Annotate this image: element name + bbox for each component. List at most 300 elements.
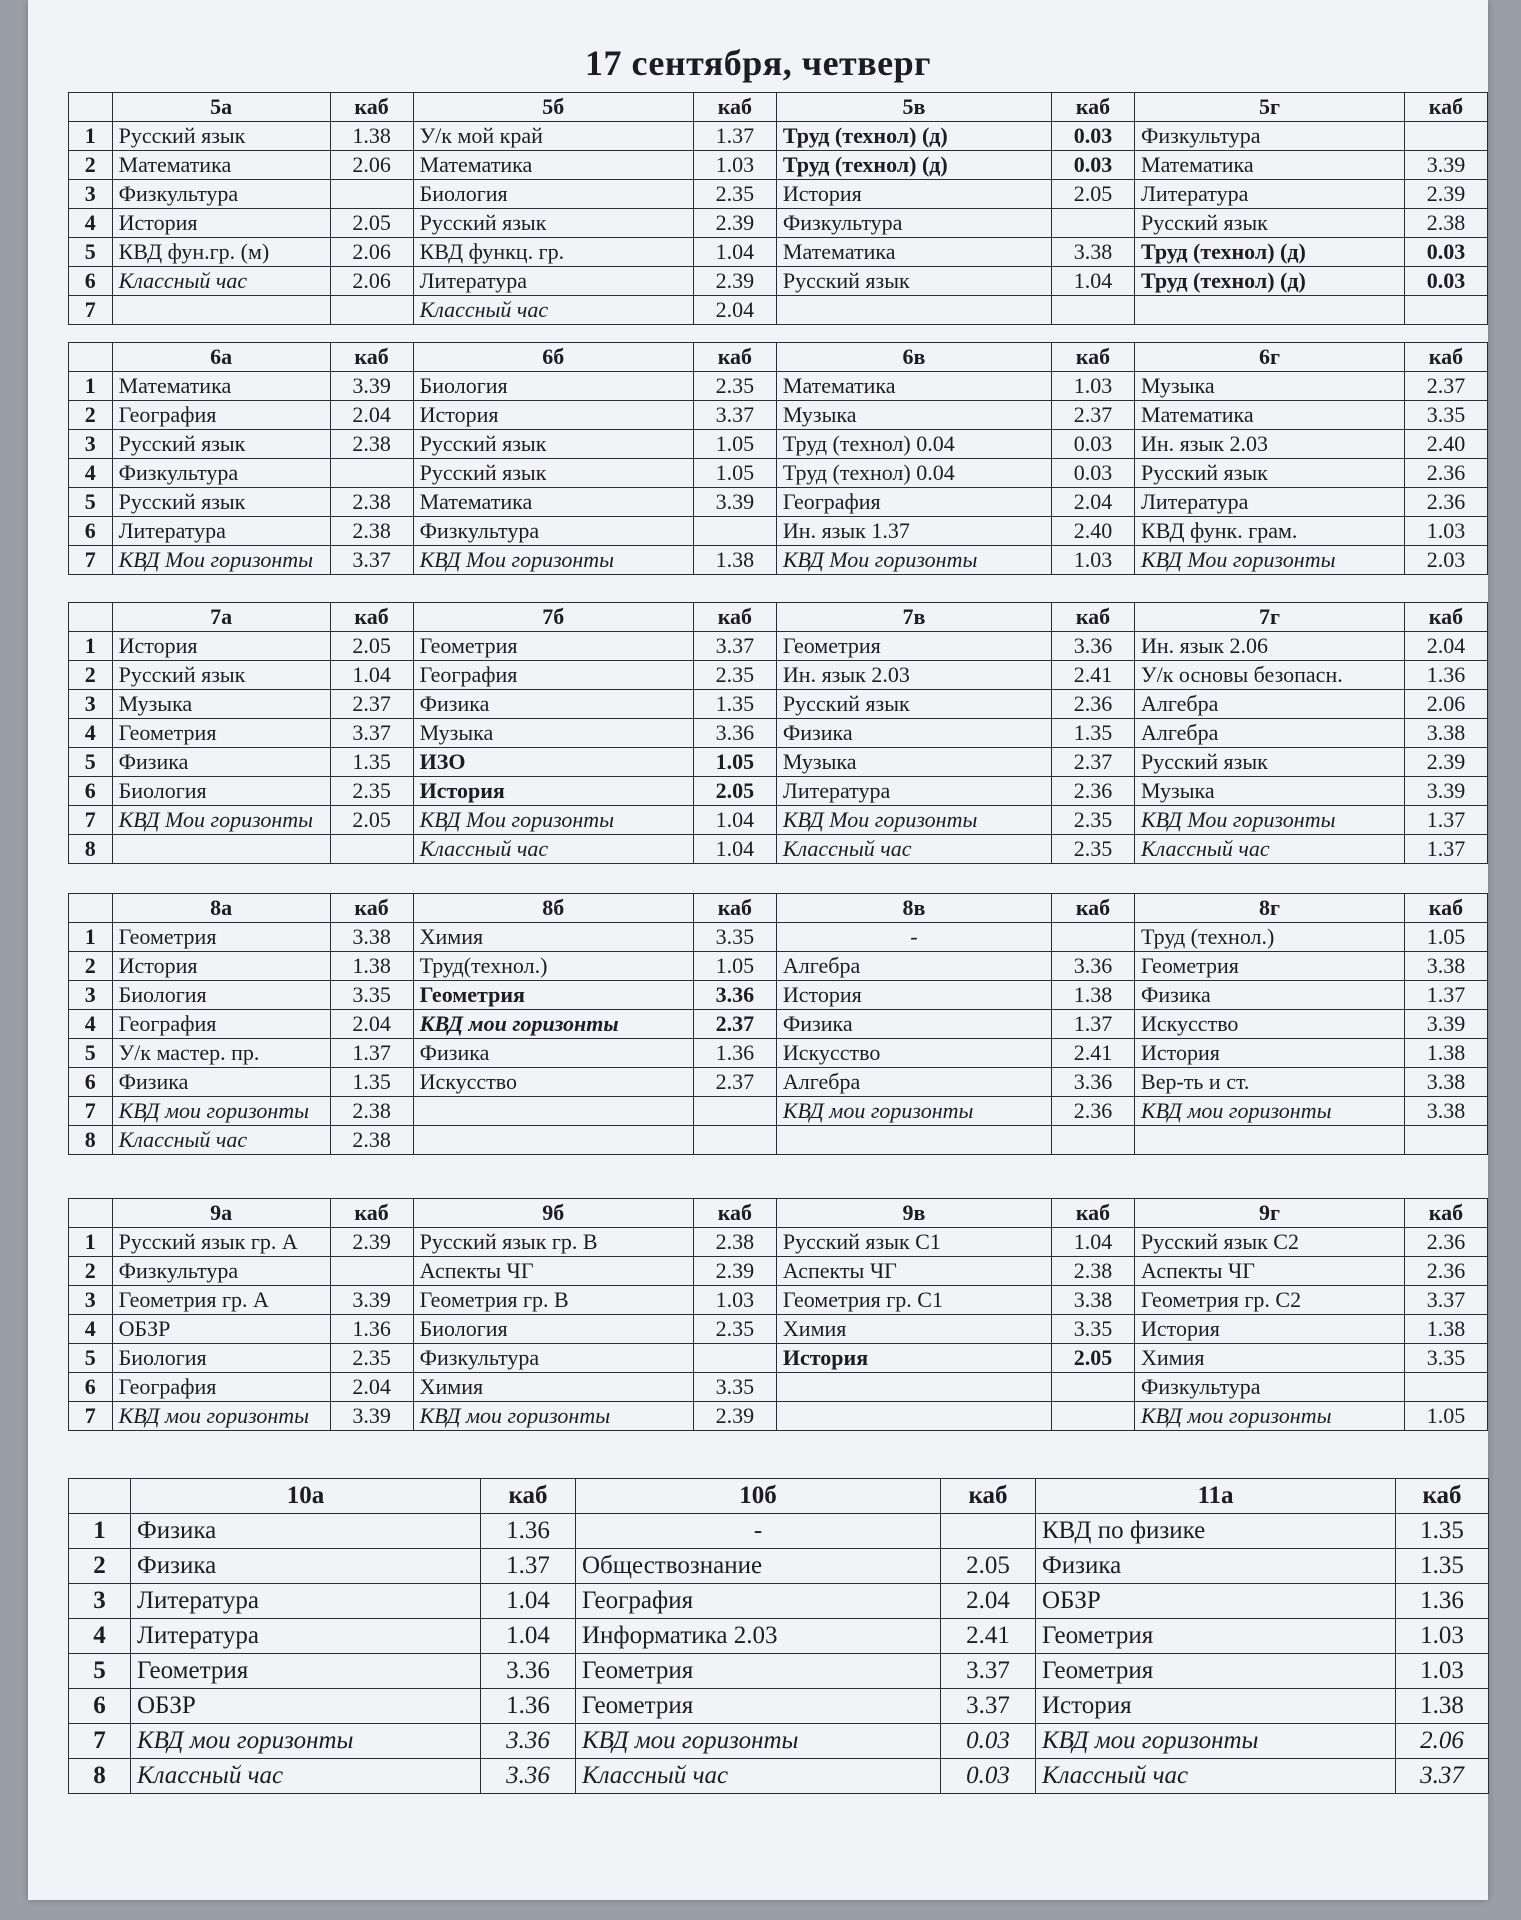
cabinet-cell: 1.38 [693,546,776,575]
cabinet-cell: 1.04 [693,806,776,835]
table-row [69,952,1488,981]
subject-cell: География [112,1010,330,1039]
cabinet-cell: 1.38 [1404,1315,1487,1344]
cabinet-cell: 3.39 [1404,777,1487,806]
cabinet-cell: 3.38 [1404,1097,1487,1126]
cabinet-cell: 2.36 [1051,690,1134,719]
subject-cell: Алгебра [776,1068,1051,1097]
table-row [69,1068,1488,1097]
subject-cell: География [413,661,693,690]
cabinet-cell: 0.03 [1404,267,1487,296]
subject-cell: КВД мои горизонты [1036,1724,1396,1759]
cabinet-cell: 1.04 [481,1584,576,1619]
subject-cell: История [1135,1039,1405,1068]
cabinet-header: каб [1404,343,1487,372]
lesson-number: 2 [69,1257,113,1286]
cabinet-header: каб [1051,894,1134,923]
cabinet-cell: 2.04 [330,401,413,430]
subject-cell: Биология [413,180,693,209]
cabinet-cell: 1.03 [1396,1619,1489,1654]
subject-cell: КВД Мои горизонты [413,546,693,575]
cabinet-cell: 1.05 [693,459,776,488]
cabinet-cell: 2.39 [330,1228,413,1257]
cabinet-cell [330,1257,413,1286]
lesson-number: 4 [69,1619,131,1654]
subject-cell: Биология [413,372,693,401]
lesson-number: 6 [69,267,113,296]
subject-cell: Классный час [413,296,693,325]
lesson-number: 1 [69,632,113,661]
subject-cell [413,1097,693,1126]
cabinet-cell: 2.03 [1404,546,1487,575]
cabinet-cell: 3.37 [330,719,413,748]
subject-cell: Искусство [1135,1010,1405,1039]
subject-cell: Труд (технол) (д) [776,151,1051,180]
cabinet-header: каб [693,894,776,923]
subject-cell: Труд (технол) 0.04 [776,459,1051,488]
subject-cell: У/к мастер. пр. [112,1039,330,1068]
cabinet-header: каб [1051,343,1134,372]
cabinet-cell: 3.37 [941,1654,1036,1689]
lesson-number: 2 [69,401,113,430]
cabinet-cell: 2.39 [693,209,776,238]
lesson-number: 4 [69,719,113,748]
subject-cell: КВД Мои горизонты [776,806,1051,835]
subject-cell: Русский язык [413,459,693,488]
subject-cell: КВД мои горизонты [1135,1097,1405,1126]
class-name-header: 8б [413,894,693,923]
cabinet-cell: 2.38 [1051,1257,1134,1286]
cabinet-header: каб [481,1479,576,1514]
cabinet-cell: 2.05 [693,777,776,806]
subject-cell: У/к мой край [413,122,693,151]
cabinet-cell: 1.04 [330,661,413,690]
cabinet-cell: 1.37 [1404,806,1487,835]
cabinet-cell: 1.36 [481,1514,576,1549]
cabinet-cell: 2.05 [330,209,413,238]
subject-cell: Ин. язык 2.03 [1135,430,1405,459]
cabinet-header: каб [330,343,413,372]
subject-cell: Биология [112,981,330,1010]
cabinet-cell: 3.37 [1396,1759,1489,1794]
subject-cell: Геометрия [112,719,330,748]
cabinet-cell: 3.38 [1051,1286,1134,1315]
subject-cell [112,835,330,864]
subject-cell: Геометрия [1036,1619,1396,1654]
cabinet-cell: 2.37 [1051,401,1134,430]
subject-cell: Труд (технол) 0.04 [776,430,1051,459]
cabinet-cell: 2.36 [1051,777,1134,806]
subject-cell: Классный час [1036,1759,1396,1794]
subject-cell: Классный час [112,1126,330,1155]
cabinet-cell [693,1097,776,1126]
subject-cell: КВД Мои горизонты [1135,546,1405,575]
class-name-header: 11а [1036,1479,1396,1514]
table-row [69,632,1488,661]
table-row [69,1619,1489,1654]
subject-cell: Геометрия [576,1654,941,1689]
subject-cell: Литература [413,267,693,296]
cabinet-header: каб [1396,1479,1489,1514]
cabinet-cell: 1.35 [330,748,413,777]
subject-cell: Музыка [112,690,330,719]
subject-cell: Классный час [112,267,330,296]
class-name-header: 6г [1135,343,1405,372]
cabinet-cell: 1.37 [1051,1010,1134,1039]
lesson-number-header [69,1479,131,1514]
cabinet-cell: 3.36 [481,1724,576,1759]
cabinet-cell: 3.39 [1404,1010,1487,1039]
subject-cell: История [1036,1689,1396,1724]
schedule-table [68,602,1488,864]
table-row [69,180,1488,209]
cabinet-cell: 2.38 [1404,209,1487,238]
cabinet-cell: 3.37 [693,632,776,661]
cabinet-cell: 2.38 [693,1228,776,1257]
subject-cell: Геометрия гр. С2 [1135,1286,1405,1315]
cabinet-cell: 1.37 [693,122,776,151]
table-row [69,1373,1488,1402]
cabinet-cell: 1.37 [330,1039,413,1068]
cabinet-cell [330,835,413,864]
subject-cell: Геометрия [1135,952,1405,981]
subject-cell: История [112,209,330,238]
schedule-table [68,92,1488,325]
table-row [69,430,1488,459]
table-row [69,1689,1489,1724]
lesson-number: 1 [69,372,113,401]
subject-cell: Биология [413,1315,693,1344]
class-name-header: 7в [776,603,1051,632]
subject-cell: КВД мои горизонты [576,1724,941,1759]
cabinet-cell: 1.35 [1051,719,1134,748]
cabinet-cell: 2.40 [1051,517,1134,546]
lesson-number-header [69,1199,113,1228]
cabinet-cell: 3.37 [941,1689,1036,1724]
lesson-number: 7 [69,546,113,575]
table-row [69,1759,1489,1794]
subject-cell: Физкультура [112,1257,330,1286]
class-name-header: 8г [1135,894,1405,923]
subject-cell: Литература [1135,180,1405,209]
subject-cell: Химия [1135,1344,1405,1373]
subject-cell: Труд (технол) (д) [1135,238,1405,267]
cabinet-cell: 2.05 [1051,1344,1134,1373]
table-row [69,1344,1488,1373]
table-row [69,1126,1488,1155]
subject-cell: КВД Мои горизонты [112,806,330,835]
cabinet-cell: 1.05 [1404,923,1487,952]
cabinet-cell [693,517,776,546]
subject-cell: Русский язык [112,661,330,690]
table-row [69,719,1488,748]
table-row [69,517,1488,546]
subject-cell: Ин. язык 1.37 [776,517,1051,546]
lesson-number: 7 [69,1097,113,1126]
subject-cell: Физкультура [112,180,330,209]
subject-cell: КВД Мои горизонты [413,806,693,835]
table-row [69,209,1488,238]
cabinet-cell: 3.38 [1051,238,1134,267]
lesson-number: 5 [69,1344,113,1373]
lesson-number: 4 [69,459,113,488]
page-title: 17 сентября, четверг [584,43,932,83]
subject-cell: КВД Мои горизонты [1135,806,1405,835]
cabinet-cell: 2.38 [330,1097,413,1126]
table-row [69,981,1488,1010]
subject-cell: Физика [776,719,1051,748]
cabinet-header: каб [1404,1199,1487,1228]
cabinet-cell [1404,122,1487,151]
class-name-header: 6а [112,343,330,372]
subject-cell: Алгебра [1135,719,1405,748]
cabinet-cell: 3.39 [330,1286,413,1315]
cabinet-cell: 3.36 [693,719,776,748]
subject-cell: Геометрия [413,981,693,1010]
subject-cell: Геометрия [413,632,693,661]
lesson-number: 5 [69,238,113,267]
subject-cell: Классный час [413,835,693,864]
subject-cell: Русский язык [1135,748,1405,777]
lesson-number: 4 [69,1010,113,1039]
cabinet-cell [941,1514,1036,1549]
subject-cell: Труд(технол.) [413,952,693,981]
cabinet-cell [693,1126,776,1155]
lesson-number-header [69,93,113,122]
cabinet-cell: 3.37 [693,401,776,430]
subject-cell: Русский язык [413,430,693,459]
class-name-header: 9г [1135,1199,1405,1228]
class-name-header: 7б [413,603,693,632]
subject-cell: Геометрия гр. С1 [776,1286,1051,1315]
lesson-number: 5 [69,1654,131,1689]
table-header-row [69,1199,1488,1228]
cabinet-cell: 2.40 [1404,430,1487,459]
lesson-number: 7 [69,1724,131,1759]
subject-cell: Обществознание [576,1549,941,1584]
cabinet-header: каб [330,93,413,122]
cabinet-cell: 2.41 [941,1619,1036,1654]
cabinet-cell [330,459,413,488]
table-row [69,835,1488,864]
cabinet-cell: 2.37 [693,1010,776,1039]
cabinet-header: каб [693,343,776,372]
subject-cell: Физика [776,1010,1051,1039]
cabinet-header: каб [693,603,776,632]
subject-cell: Геометрия гр. В [413,1286,693,1315]
subject-cell: Классный час [1135,835,1405,864]
subject-cell: Физкультура [112,459,330,488]
table-row [69,1584,1489,1619]
cabinet-cell: 2.06 [1404,690,1487,719]
cabinet-cell: 3.36 [1051,952,1134,981]
class-name-header: 5в [776,93,1051,122]
subject-cell: Физкультура [1135,122,1405,151]
cabinet-cell: 1.35 [330,1068,413,1097]
table-row [69,1039,1488,1068]
subject-cell: Математика [112,151,330,180]
subject-cell: Математика [1135,151,1405,180]
table-row [69,923,1488,952]
subject-cell: КВД Мои горизонты [112,546,330,575]
cabinet-cell: 1.37 [1404,981,1487,1010]
lesson-number: 2 [69,1549,131,1584]
cabinet-cell: 2.39 [1404,180,1487,209]
cabinet-cell [1051,209,1134,238]
subject-cell: КВД мои горизонты [413,1402,693,1431]
subject-cell: Ин. язык 2.03 [776,661,1051,690]
subject-cell: Музыка [776,401,1051,430]
subject-cell: ИЗО [413,748,693,777]
lesson-number: 1 [69,1514,131,1549]
subject-cell: Биология [112,777,330,806]
subject-cell: КВД мои горизонты [131,1724,481,1759]
subject-cell [776,296,1051,325]
cabinet-cell [1051,923,1134,952]
subject-cell: Литература [131,1584,481,1619]
subject-cell: История [776,1344,1051,1373]
cabinet-cell: 3.37 [1404,1286,1487,1315]
cabinet-cell: 3.36 [1051,1068,1134,1097]
subject-cell: Геометрия [776,632,1051,661]
cabinet-cell: 3.36 [481,1654,576,1689]
table-row [69,1549,1489,1584]
cabinet-cell: 2.04 [330,1010,413,1039]
cabinet-cell: 2.05 [1051,180,1134,209]
subject-cell: КВД мои горизонты [776,1097,1051,1126]
cabinet-cell: 3.39 [330,1402,413,1431]
cabinet-cell: 2.35 [693,1315,776,1344]
subject-cell: - [776,923,1051,952]
cabinet-cell: 2.39 [693,1257,776,1286]
cabinet-cell: 1.04 [481,1619,576,1654]
cabinet-cell: 2.06 [330,151,413,180]
lesson-number: 6 [69,1689,131,1724]
subject-cell: Русский язык [776,267,1051,296]
cabinet-cell: 2.05 [330,632,413,661]
subject-cell: Физика [1036,1549,1396,1584]
table-row [69,1010,1488,1039]
lesson-number: 7 [69,806,113,835]
subject-cell: Химия [413,1373,693,1402]
table-row [69,1402,1488,1431]
subject-cell: Алгебра [1135,690,1405,719]
table-row [69,296,1488,325]
subject-cell: Математика [112,372,330,401]
schedule-sheet [28,0,1488,1900]
subject-cell: История [112,952,330,981]
subject-cell: История [776,180,1051,209]
subject-cell: Геометрия [576,1689,941,1724]
cabinet-cell: 3.35 [693,1373,776,1402]
cabinet-cell: 3.35 [1404,401,1487,430]
cabinet-cell: 1.36 [330,1315,413,1344]
subject-cell: История [112,632,330,661]
lesson-number: 1 [69,122,113,151]
subject-cell: Физика [112,748,330,777]
cabinet-cell: 1.38 [1396,1689,1489,1724]
cabinet-header: каб [1051,1199,1134,1228]
cabinet-cell: 1.36 [1396,1584,1489,1619]
cabinet-cell: 2.36 [1404,459,1487,488]
cabinet-cell: 2.06 [1396,1724,1489,1759]
cabinet-cell: 3.38 [1404,719,1487,748]
cabinet-cell: 1.03 [1396,1654,1489,1689]
cabinet-cell: 0.03 [1051,459,1134,488]
lesson-number: 4 [69,209,113,238]
cabinet-cell: 1.36 [693,1039,776,1068]
cabinet-cell: 2.36 [1404,1228,1487,1257]
cabinet-cell [1051,1373,1134,1402]
table-row [69,690,1488,719]
cabinet-cell: 0.03 [1051,122,1134,151]
cabinet-cell [330,180,413,209]
subject-cell: Физкультура [776,209,1051,238]
subject-cell: Геометрия [131,1654,481,1689]
cabinet-cell: 2.37 [1051,748,1134,777]
lesson-number: 8 [69,1759,131,1794]
subject-cell: Физкультура [1135,1373,1405,1402]
table-header-row [69,343,1488,372]
subject-cell: Математика [776,238,1051,267]
table-row [69,546,1488,575]
class-name-header: 6б [413,343,693,372]
class-name-header: 5б [413,93,693,122]
table-row [69,1724,1489,1759]
subject-cell: География [112,401,330,430]
cabinet-cell: 3.38 [1404,1068,1487,1097]
class-name-header: 5г [1135,93,1405,122]
cabinet-cell: 2.35 [1051,806,1134,835]
subject-cell: Труд (технол.) [1135,923,1405,952]
cabinet-cell: 2.38 [330,488,413,517]
subject-cell: История [413,777,693,806]
subject-cell: Математика [413,151,693,180]
subject-cell: Физика [131,1549,481,1584]
lesson-number: 1 [69,923,113,952]
subject-cell: Химия [776,1315,1051,1344]
lesson-number: 5 [69,488,113,517]
subject-cell: - [576,1514,941,1549]
table-row [69,267,1488,296]
class-name-header: 8а [112,894,330,923]
lesson-number: 7 [69,296,113,325]
cabinet-cell: 1.05 [1404,1402,1487,1431]
class-name-header: 5а [112,93,330,122]
class-name-header: 7г [1135,603,1405,632]
cabinet-cell: 2.36 [1404,1257,1487,1286]
cabinet-cell: 2.04 [941,1584,1036,1619]
lesson-number-header [69,343,113,372]
subject-cell: Русский язык [112,488,330,517]
cabinet-header: каб [1404,894,1487,923]
schedule-table [68,1478,1489,1794]
subject-cell [1135,1126,1405,1155]
lesson-number: 6 [69,777,113,806]
subject-cell: Аспекты ЧГ [413,1257,693,1286]
table-row [69,372,1488,401]
subject-cell: Информатика 2.03 [576,1619,941,1654]
subject-cell: КВД мои горизонты [112,1402,330,1431]
cabinet-cell: 1.36 [1404,661,1487,690]
cabinet-cell: 0.03 [1051,151,1134,180]
subject-cell: Русский язык С1 [776,1228,1051,1257]
class-name-header: 10а [131,1479,481,1514]
cabinet-cell: 3.37 [330,546,413,575]
cabinet-cell [1404,1126,1487,1155]
subject-cell: Математика [776,372,1051,401]
cabinet-cell: 2.06 [330,267,413,296]
